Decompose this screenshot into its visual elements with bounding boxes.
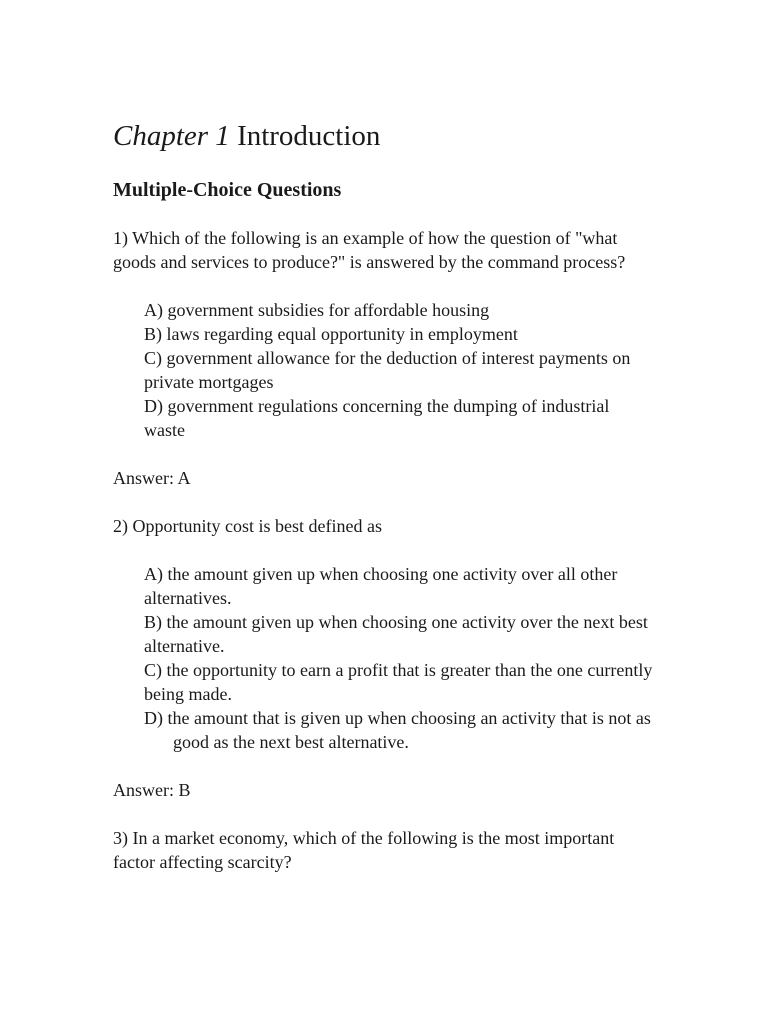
question-1-stem: 1) Which of the following is an example of how the question of "what goods and services to produce?" is answered by the command process? (113, 228, 626, 272)
question-2-stem: 2) Opportunity cost is best defined as (113, 516, 382, 536)
question-1-choice-a: A) government subsidies for affordable housing (144, 300, 490, 320)
question-2-answer: Answer: B (113, 780, 191, 800)
chapter-number-label: Chapter 1 (113, 120, 230, 152)
question-2-choice-c: C) the opportunity to earn a profit that is greater than the one currently being made. (144, 660, 653, 704)
chapter-name: Introduction (237, 120, 381, 152)
question-1-choices (113, 298, 653, 442)
document-page (113, 118, 653, 874)
section-heading: Multiple-Choice Questions (113, 179, 342, 201)
question-1-choice-d: D) government regulations concerning the dumping of industrial waste (144, 396, 610, 440)
question-2-choices (113, 562, 653, 754)
question-1-answer: Answer: A (113, 468, 191, 488)
question-1-choice-c: C) government allowance for the deduction of interest payments on private mortgages (144, 348, 631, 392)
question-3-stem: 3) In a market economy, which of the following is the most important factor affecting scarcity? (113, 828, 615, 872)
question-2-choice-a: A) the amount given up when choosing one activity over all other alternatives. (144, 564, 618, 608)
question-1-choice-b: B) laws regarding equal opportunity in employment (144, 324, 518, 344)
question-2-choice-b: B) the amount given up when choosing one activity over the next best alternative. (144, 612, 648, 656)
chapter-title (113, 118, 653, 154)
question-2-choice-d: D) the amount that is given up when choosing an activity that is not as good as the next best alternative. (144, 708, 651, 752)
